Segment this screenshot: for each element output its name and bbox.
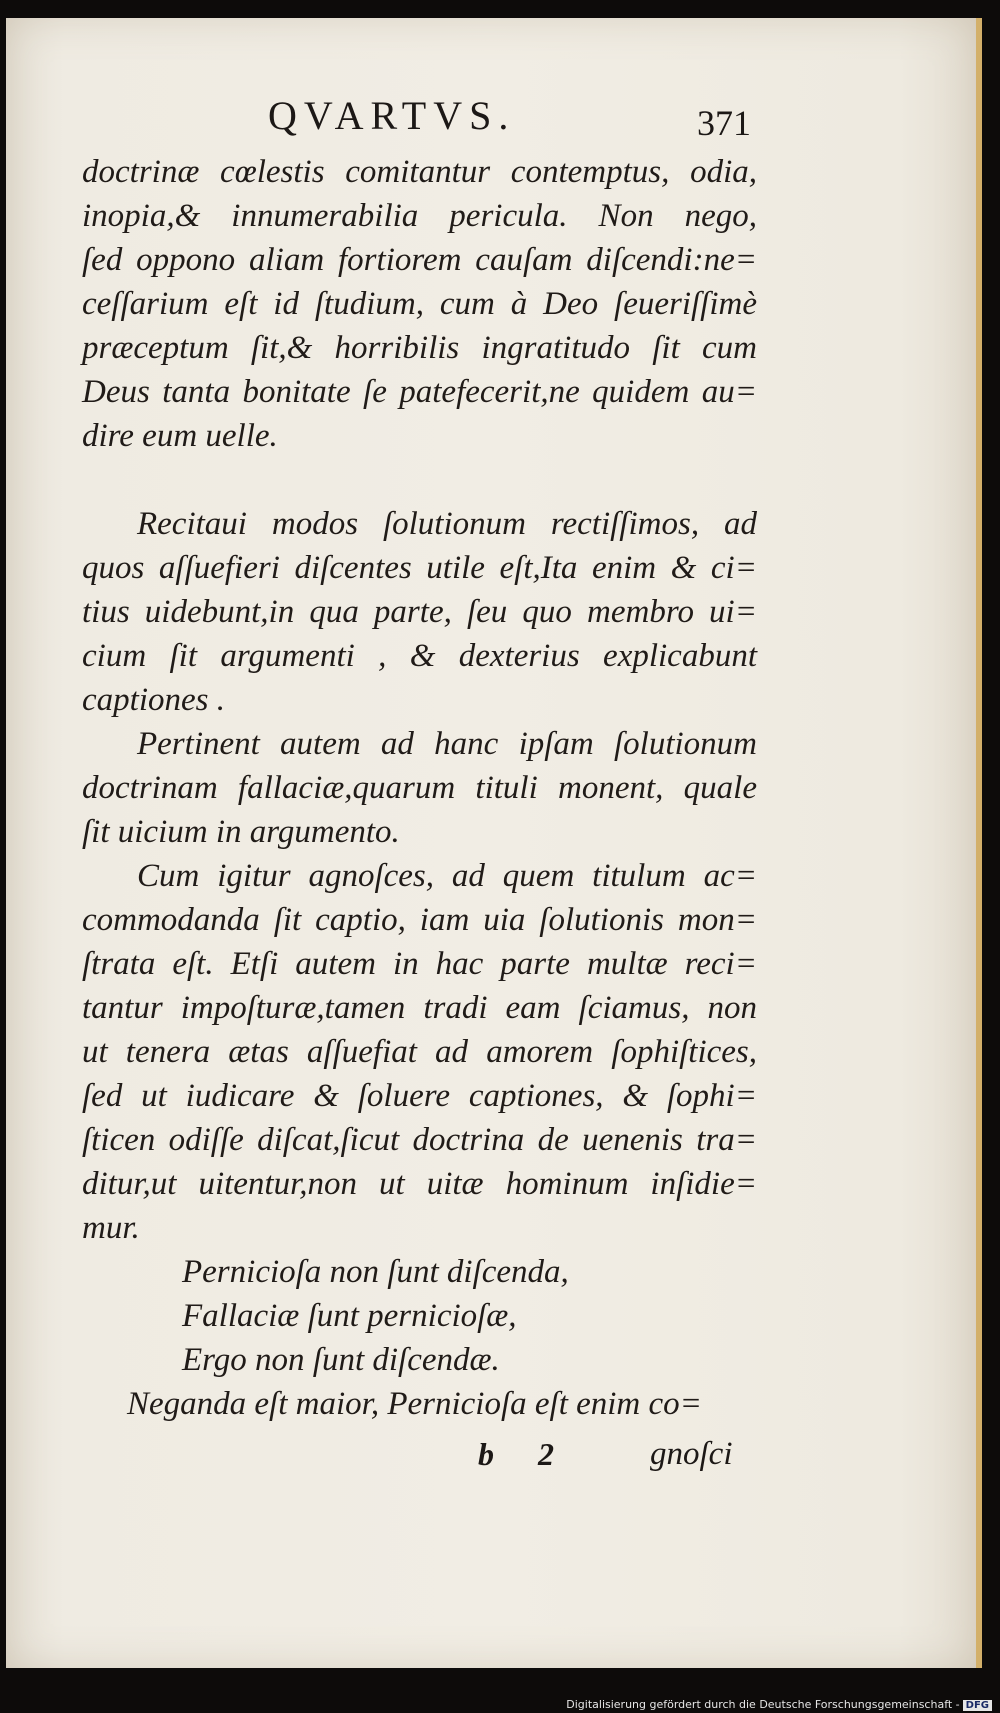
text-line: ceſſarium eſt id ſtudium, cum à Deo ſeueriſſimè — [82, 286, 757, 322]
text-line: commodanda ſit captio, iam uia ſolutionis mon= — [82, 902, 757, 938]
text-line: Recitaui modos ſolutionum rectiſſimos, ad — [137, 506, 757, 542]
text-line: tius uidebunt,in qua parte, ſeu quo membro ui= — [82, 594, 757, 630]
text-line: dire eum uelle. — [82, 418, 278, 454]
running-head: QVARTVS. — [268, 93, 516, 138]
text-line: cium ſit argumenti , & dexterius explicabunt — [82, 638, 757, 674]
text-line: ſticen odiſſe diſcat,ſicut doctrina de uenenis tra= — [82, 1122, 757, 1158]
credit-text: Digitalisierung gefördert durch die Deutsche Forschungsgemeinschaft - — [566, 1698, 960, 1711]
paragraph-gap — [82, 458, 757, 502]
page-number: 371 — [697, 103, 751, 143]
text-line: ſed ut iudicare & ſoluere captiones, & ſophi= — [82, 1078, 757, 1114]
syllogism-line: Ergo non ſunt diſcendæ. — [182, 1342, 500, 1378]
text-line: captiones . — [82, 682, 225, 718]
catchword: gnoſci — [650, 1436, 733, 1472]
text-line: Cum igitur agnoſces, ad quem titulum ac= — [137, 858, 757, 894]
text-line: ſtrata eſt. Etſi autem in hac parte multæ reci= — [82, 946, 757, 982]
text-line: mur. — [82, 1210, 140, 1246]
text-line: ut tenera ætas aſſuefiat ad amorem ſophiſtices, — [82, 1034, 757, 1070]
body-text — [82, 150, 757, 1426]
dfg-logo: DFG — [963, 1700, 992, 1711]
text-line: doctrinæ cœlestis comitantur contemptus, odia, — [82, 154, 757, 190]
text-line: ſit uicium in argumento. — [82, 814, 400, 850]
text-line: inopia,& innumerabilia pericula. Non nego, — [82, 198, 757, 234]
signature-mark: b 2 — [478, 1436, 572, 1472]
text-line: Neganda eſt maior, Pernicioſa eſt enim co= — [127, 1386, 702, 1422]
text-line: tantur impoſturæ,tamen tradi eam ſciamus, non — [82, 990, 757, 1026]
text-line: doctrinam fallaciæ,quarum tituli monent, quale — [82, 770, 757, 806]
syllogism-line: Pernicioſa non ſunt diſcenda, — [182, 1254, 569, 1290]
text-line: ſed oppono aliam fortiorem cauſam diſcendi:ne= — [82, 242, 757, 278]
text-line: ditur,ut uitentur,non ut uitæ hominum inſidie= — [82, 1166, 757, 1202]
text-line: quos aſſuefieri diſcentes utile eſt,Ita enim & ci= — [82, 550, 757, 586]
text-line: Deus tanta bonitate ſe patefecerit,ne quidem au= — [82, 374, 757, 410]
page-edge — [976, 18, 982, 1668]
digitization-credit — [566, 1698, 992, 1711]
text-line: Pertinent autem ad hanc ipſam ſolutionum — [137, 726, 757, 762]
syllogism-line: Fallaciæ ſunt pernicioſæ, — [182, 1298, 517, 1334]
text-line: præceptum ſit,& horribilis ingratitudo ſit cum — [82, 330, 757, 366]
